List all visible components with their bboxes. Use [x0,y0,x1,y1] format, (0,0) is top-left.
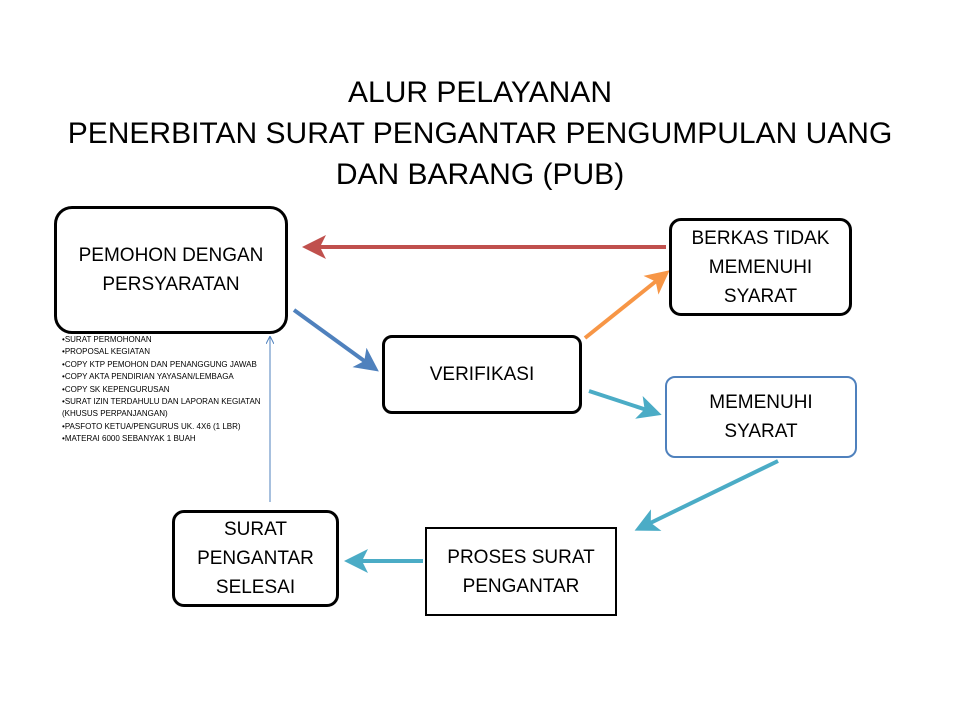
requirement-item: • PASFOTO KETUA/PENGURUS UK. 4X6 (1 LBR) [62,421,297,433]
box-proses-surat-pengantar [425,527,617,616]
box-selesai-line-1: SURAT [224,519,287,540]
box-selesai-line-2: PENGANTAR [197,548,314,569]
box-proses-line-2: PENGANTAR [462,575,580,597]
box-selesai-line-3: SELESAI [215,577,296,598]
box-verifikasi-label: VERIFIKASI [429,364,535,385]
arrow-pemohon-to-verifikasi [294,310,374,368]
box-berkas-tidak-memenuhi-syarat [669,218,852,316]
arrow-memenuhi-to-proses [640,461,778,528]
title-line-1: ALUR PELAYANAN [348,76,612,109]
title-line-3: DAN BARANG (PUB) [335,158,625,191]
box-pemohon-line-1: PEMOHON DENGAN [78,245,264,266]
box-verifikasi [382,335,582,414]
box-berkas-line-2: MEMENUHI [708,256,813,278]
requirement-item: • COPY AKTA PENDIRIAN YAYASAN/LEMBAGA [62,371,297,383]
box-memenuhi-line-1: MEMENUHI [709,392,813,413]
arrow-verifikasi-to-berkas [585,274,665,338]
box-memenuhi-syarat [665,376,857,458]
box-pemohon-dengan-persyaratan [54,206,288,334]
box-proses-line-1: PROSES SURAT [447,546,595,568]
requirement-item: • PROPOSAL KEGIATAN [62,346,297,358]
box-memenuhi-line-2: SYARAT [724,421,798,442]
requirements-list [62,334,297,446]
box-pemohon-line-2: PERSYARATAN [102,274,240,295]
requirement-item: • COPY SK KEPENGURUSAN [62,384,297,396]
title-line-2: PENERBITAN SURAT PENGANTAR PENGUMPULAN UANG [67,117,893,150]
requirement-item: • MATERAI 6000 SEBANYAK 1 BUAH [62,433,297,445]
box-berkas-line-3: SYARAT [723,285,798,307]
arrow-verifikasi-to-memenuhi [589,391,656,413]
requirement-item: • COPY KTP PEMOHON DAN PENANGGUNG JAWAB [62,359,297,371]
requirement-item: • SURAT PERMOHONAN [62,334,297,346]
box-surat-pengantar-selesai [172,510,339,607]
box-berkas-line-1: BERKAS TIDAK [691,227,830,249]
requirement-item: • SURAT IZIN TERDAHULU DAN LAPORAN KEGIATAN (KHUSUS PERPANJANGAN) [62,396,297,421]
